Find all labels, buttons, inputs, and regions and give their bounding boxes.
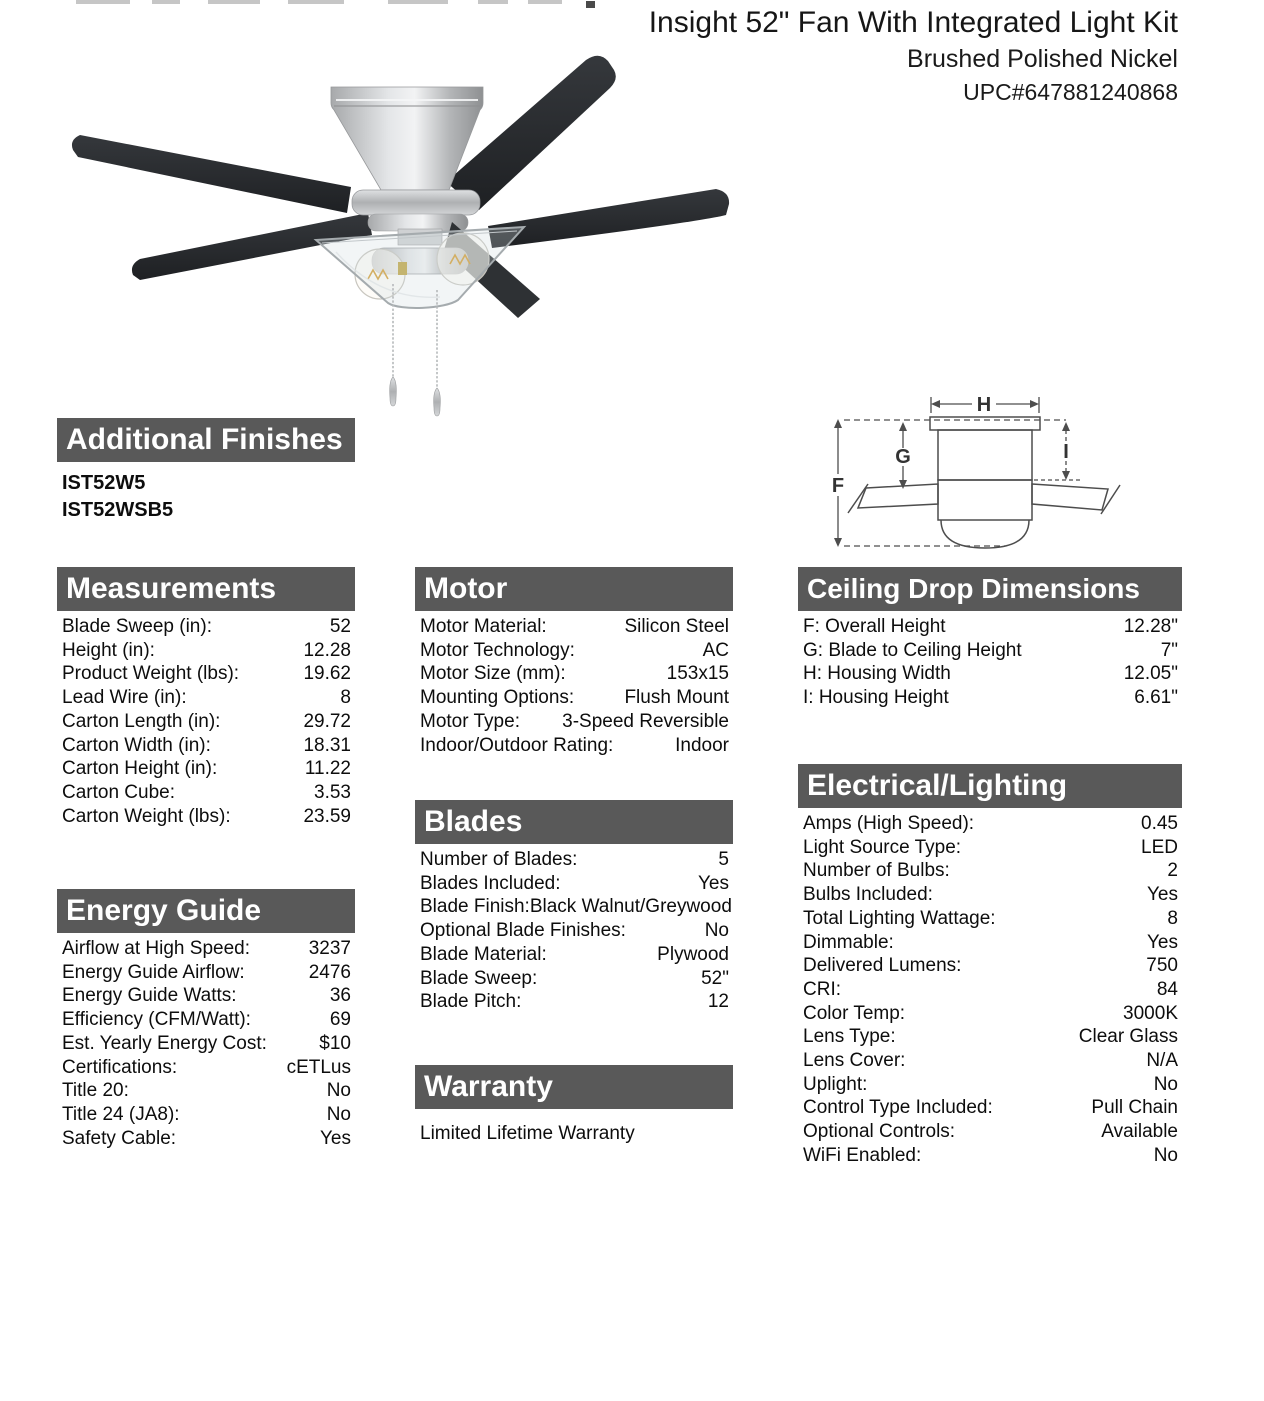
spec-row	[415, 686, 733, 710]
spec-row	[57, 1056, 355, 1080]
spec-value: 7"	[1160, 639, 1178, 661]
spec-label: Title 24 (JA8):	[62, 1103, 180, 1125]
spec-value: 12.28	[303, 639, 351, 661]
spec-value: 52"	[701, 967, 729, 989]
spec-label: Dimmable:	[803, 931, 894, 953]
product-finish: Brushed Polished Nickel	[907, 45, 1178, 73]
section-header: Ceiling Drop Dimensions	[798, 567, 1182, 611]
spec-row	[57, 984, 355, 1008]
spec-row	[798, 836, 1182, 860]
spec-label: Carton Width (in):	[62, 734, 211, 756]
spec-label: Energy Guide Airflow:	[62, 961, 245, 983]
spec-row	[415, 639, 733, 663]
fan-blade	[446, 56, 729, 248]
spec-value: No	[1153, 1144, 1178, 1166]
spec-label: Lens Type:	[803, 1026, 896, 1048]
spec-label: I: Housing Height	[803, 687, 949, 709]
spec-label: Motor Material:	[420, 616, 547, 637]
spec-value: 12.05"	[1123, 663, 1178, 685]
spec-row	[57, 805, 355, 829]
spec-label: Bulbs Included:	[803, 884, 933, 906]
spec-value: 23.59	[303, 805, 351, 827]
section-header: Warranty	[415, 1065, 733, 1109]
spec-label: Carton Weight (lbs):	[62, 805, 231, 827]
spec-label: Carton Height (in):	[62, 758, 218, 780]
spec-value: 3237	[308, 938, 351, 959]
spec-label: Amps (High Speed):	[803, 813, 975, 834]
spec-row	[798, 1049, 1182, 1073]
spec-value: Available	[1101, 1121, 1178, 1143]
spec-label: Blade Material:	[420, 943, 547, 965]
energy-guide-section	[57, 889, 355, 1150]
spec-label: Product Weight (lbs):	[62, 663, 240, 685]
spec-row	[798, 931, 1182, 955]
spec-label: Uplight:	[803, 1073, 868, 1095]
spec-value: No	[326, 1103, 351, 1125]
spec-label: Blades Included:	[420, 872, 561, 894]
spec-label: Blade Sweep (in):	[62, 616, 212, 637]
spec-row	[798, 1073, 1182, 1097]
spec-label: Height (in):	[62, 639, 155, 661]
spec-value: No	[1153, 1073, 1178, 1095]
spec-row	[57, 1103, 355, 1127]
spec-value: 69	[329, 1009, 351, 1031]
diagram-blade-right	[1032, 484, 1108, 510]
spec-label: Motor Technology:	[420, 639, 575, 661]
dimension-label-g: G	[895, 446, 911, 468]
section-header: Energy Guide	[57, 889, 355, 933]
electrical-lighting-section	[798, 764, 1182, 1168]
spec-label: Total Lighting Wattage:	[803, 907, 996, 929]
fan-mount-ring	[352, 190, 480, 231]
spec-row	[798, 639, 1182, 663]
spec-value: 36	[329, 985, 351, 1007]
motor-section	[415, 567, 733, 757]
section-header: Additional Finishes	[57, 418, 355, 462]
spec-label: Number of Bulbs:	[803, 860, 950, 882]
spec-row	[415, 990, 733, 1014]
spec-row	[415, 848, 733, 872]
spec-value: 6.61"	[1134, 687, 1178, 709]
spec-label: H: Housing Width	[803, 663, 951, 685]
spec-value: 19.62	[303, 663, 351, 685]
spec-row	[415, 919, 733, 943]
spec-row	[415, 710, 733, 734]
spec-value: 84	[1156, 978, 1178, 1000]
warranty-text: Limited Lifetime Warranty	[420, 1123, 635, 1144]
spec-value: No	[326, 1080, 351, 1102]
spec-value: 8	[340, 687, 351, 709]
spec-label: Est. Yearly Energy Cost:	[62, 1032, 267, 1054]
spec-label: G: Blade to Ceiling Height	[803, 639, 1022, 661]
blades-section	[415, 800, 733, 1014]
spec-row	[57, 1008, 355, 1032]
spec-value: 153x15	[666, 663, 729, 685]
spec-row	[798, 883, 1182, 907]
spec-row	[798, 1002, 1182, 1026]
spec-row	[57, 1127, 355, 1151]
spec-value: Yes	[1147, 931, 1178, 953]
spec-label: CRI:	[803, 978, 841, 1000]
dimension-label-f: F	[831, 475, 845, 497]
spec-row	[798, 662, 1182, 686]
spec-value: 750	[1146, 955, 1178, 977]
measurements-section	[57, 567, 355, 828]
spec-row	[57, 1032, 355, 1056]
spec-value: 2	[1167, 860, 1178, 882]
spec-label: Color Temp:	[803, 1002, 906, 1024]
product-photo	[60, 55, 780, 420]
section-header: Motor	[415, 567, 733, 611]
spec-label: Certifications:	[62, 1056, 178, 1078]
spec-value: 3-Speed Reversible	[562, 710, 729, 732]
spec-value: 0.45	[1141, 813, 1178, 834]
spec-value: cETLus	[286, 1056, 351, 1078]
spec-row	[57, 686, 355, 710]
section-header: Blades	[415, 800, 733, 844]
spec-label: WiFi Enabled:	[803, 1144, 922, 1166]
spec-row	[798, 907, 1182, 931]
spec-value: Yes	[320, 1127, 351, 1149]
spec-row	[57, 615, 355, 639]
spec-row	[415, 967, 733, 991]
additional-finishes-list	[57, 470, 355, 524]
spec-row	[57, 937, 355, 961]
spec-label: Mounting Options:	[420, 687, 575, 709]
spec-row	[57, 639, 355, 663]
spec-label: Delivered Lumens:	[803, 955, 962, 977]
spec-label: Carton Length (in):	[62, 710, 221, 732]
spec-label: Blade Finish:	[420, 896, 530, 918]
ceiling-drop-section	[798, 567, 1182, 710]
page-title: Insight 52" Fan With Integrated Light Kit	[648, 6, 1178, 39]
finish-item: IST52W5	[62, 472, 146, 494]
spec-value: Indoor	[675, 734, 729, 756]
spec-value: 8	[1167, 907, 1178, 929]
spec-label: Light Source Type:	[803, 836, 962, 858]
spec-label: Lens Cover:	[803, 1050, 906, 1072]
spec-row	[798, 859, 1182, 883]
spec-row	[798, 1144, 1182, 1168]
spec-label: Optional Controls:	[803, 1121, 956, 1143]
spec-label: Title 20:	[62, 1080, 129, 1102]
spec-value: Pull Chain	[1091, 1097, 1178, 1119]
spec-label: Airflow at High Speed:	[62, 938, 250, 959]
spec-value: 18.31	[303, 734, 351, 756]
diagram-blade-left	[858, 484, 938, 508]
spec-label: Energy Guide Watts:	[62, 985, 237, 1007]
spec-value: 5	[718, 849, 729, 870]
fan-blade	[72, 135, 372, 280]
spec-value: Black Walnut/Greywood	[529, 896, 732, 918]
spec-row	[57, 1079, 355, 1103]
upc-code: UPC#647881240868	[963, 79, 1178, 105]
diagram-ceiling-plate	[930, 417, 1040, 430]
spec-label: Safety Cable:	[62, 1127, 177, 1149]
spec-label: Number of Blades:	[420, 849, 578, 870]
ceiling-drop-diagram	[822, 386, 1144, 558]
spec-row	[415, 895, 733, 919]
section-header: Electrical/Lighting	[798, 764, 1182, 808]
spec-row	[415, 662, 733, 686]
additional-finishes-section	[57, 418, 355, 524]
spec-row	[798, 1120, 1182, 1144]
diagram-housing-band	[938, 480, 1032, 520]
spec-row	[415, 872, 733, 896]
spec-value: Silicon Steel	[624, 616, 729, 637]
spec-row	[57, 781, 355, 805]
spec-label: Lead Wire (in):	[62, 687, 187, 709]
spec-row	[415, 734, 733, 758]
spec-row	[57, 662, 355, 686]
spec-row	[798, 615, 1182, 639]
spec-value: 11.22	[304, 758, 351, 780]
spec-value: 3.53	[314, 781, 351, 803]
spec-value: 12	[707, 991, 729, 1013]
dimension-label-i: I	[1063, 441, 1069, 463]
spec-label: Indoor/Outdoor Rating:	[420, 734, 614, 756]
spec-row	[57, 710, 355, 734]
spec-value: Yes	[698, 872, 729, 894]
spec-value: 3000K	[1123, 1002, 1178, 1024]
spec-label: Motor Type:	[420, 710, 520, 732]
spec-value: AC	[702, 639, 729, 661]
spec-value: 12.28"	[1123, 616, 1178, 637]
spec-row	[798, 954, 1182, 978]
spec-value: $10	[319, 1032, 351, 1054]
finish-item: IST52WSB5	[62, 499, 174, 521]
spec-row	[798, 1025, 1182, 1049]
spec-row	[798, 812, 1182, 836]
spec-value: Plywood	[657, 943, 729, 965]
spec-value: No	[704, 920, 729, 942]
spec-label: Efficiency (CFM/Watt):	[62, 1009, 251, 1031]
dimension-label-h: H	[976, 394, 992, 416]
spec-label: F: Overall Height	[803, 616, 946, 637]
spec-label: Optional Blade Finishes:	[420, 920, 626, 942]
spec-row	[798, 978, 1182, 1002]
spec-value: Yes	[1147, 884, 1178, 906]
warranty-section	[415, 1065, 733, 1145]
spec-row	[798, 686, 1182, 710]
spec-row	[57, 734, 355, 758]
section-header: Measurements	[57, 567, 355, 611]
spec-label: Blade Pitch:	[420, 991, 522, 1013]
spec-value: LED	[1141, 836, 1178, 858]
spec-row	[57, 961, 355, 985]
spec-value: Clear Glass	[1078, 1026, 1178, 1048]
dimension-line-i	[1034, 430, 1080, 480]
spec-value: 52	[329, 616, 351, 637]
diagram-housing	[938, 430, 1032, 480]
spec-row	[415, 615, 733, 639]
spec-value: 2476	[308, 961, 351, 983]
spec-row	[798, 1096, 1182, 1120]
diagram-glass-dome	[941, 520, 1029, 548]
spec-value: Flush Mount	[624, 687, 729, 709]
spec-label: Carton Cube:	[62, 781, 176, 803]
spec-value: 29.72	[303, 710, 351, 732]
spec-value: N/A	[1146, 1050, 1178, 1072]
spec-row	[57, 757, 355, 781]
spec-label: Control Type Included:	[803, 1097, 993, 1119]
spec-label: Blade Sweep:	[420, 967, 538, 989]
spec-row	[415, 943, 733, 967]
spec-label: Motor Size (mm):	[420, 663, 566, 685]
